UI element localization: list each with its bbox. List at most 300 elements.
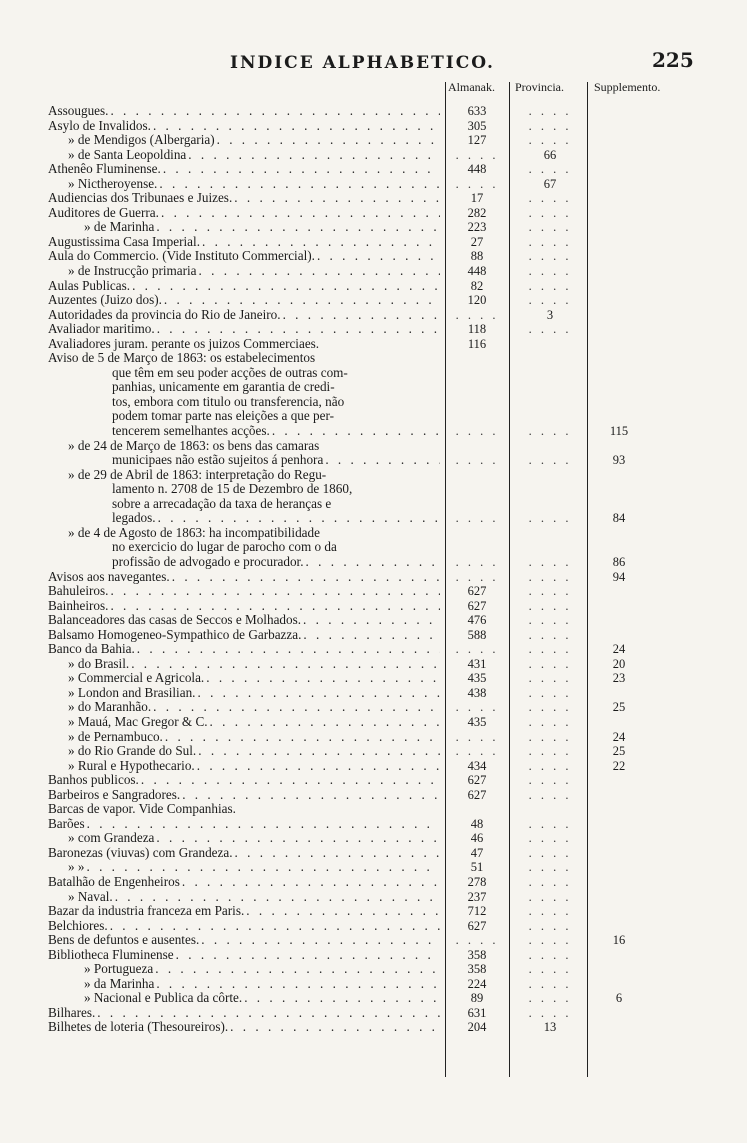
entry-label [68,177,440,192]
index-entry [0,206,747,221]
entry-text: » Naval. [68,889,113,904]
almanak-page: 282 [467,205,487,220]
entry-text: » do Rio Grande do Sul. [68,744,197,759]
index-entry [0,235,747,250]
provincia-page: . . . . [528,845,572,860]
entry-label [68,671,440,686]
index-entry [0,802,747,817]
entry-text: profissão de advogado e procurador. [112,554,304,569]
supplemento-page: 6 [615,991,623,1006]
provincia-page: . . . . [528,278,572,293]
page-title: INDICE ALPHABETICO. [230,53,495,73]
dot-leader [234,191,440,206]
index-entry [0,439,747,454]
index-entries [0,104,747,1035]
almanak-page: 448 [467,162,487,177]
entry-label [112,453,440,468]
entry-text: podem tomar parte nas eleições a que per- [112,409,334,424]
entry-label [112,511,440,526]
entry-text: » London and Brasilian. [68,685,196,700]
dot-leader [110,919,440,934]
dot-leader [182,788,440,803]
almanak-page: . . . . [455,744,499,759]
entry-text: » do Brasil. [68,656,130,671]
almanak-page: 627 [467,584,487,599]
dot-leader [156,977,440,992]
supplemento-page: 22 [612,758,626,773]
entry-text: » Mauá, Mac Gregor & C. [68,714,208,729]
index-entry [0,730,747,745]
index-entry [0,700,747,715]
dot-leader [165,730,440,745]
entry-label [48,788,440,803]
provincia-page: . . . . [528,511,572,526]
entry-label [68,715,440,730]
index-entry [0,162,747,177]
index-entry [0,395,747,410]
provincia-page: . . . . [528,205,572,220]
index-entry [0,1020,747,1035]
entry-label [112,540,440,555]
almanak-page: 278 [467,874,487,889]
almanak-page: . . . . [455,424,499,439]
dot-leader [303,613,440,628]
entry-text: tencerem semelhantes acções. [112,424,270,439]
entry-label [48,846,440,861]
almanak-page: 627 [467,918,487,933]
entry-text: Avaliador maritimo. [48,322,155,337]
provincia-page: . . . . [528,584,572,599]
index-entry [0,744,747,759]
index-entry [0,977,747,992]
index-entry [0,133,747,148]
entry-label [48,322,440,337]
entry-label [48,104,440,119]
entry-label [84,991,440,1006]
entry-text: » de Pernambuco. [68,729,163,744]
provincia-page: 3 [546,307,554,322]
entry-text: » de Instrucção primaria [68,264,197,279]
provincia-page: . . . . [528,933,572,948]
entry-label [48,119,440,134]
index-entry [0,322,747,337]
dot-leader [110,584,440,599]
provincia-page: . . . . [528,322,572,337]
entry-text: no exercicio do lugar de parocho com o da [112,540,337,555]
provincia-page: . . . . [528,627,572,642]
entry-label [48,351,440,366]
entry-label [48,599,440,614]
almanak-page: 47 [470,845,484,860]
entry-text: Barbeiros e Sangradores. [48,787,181,802]
supplemento-page: 86 [612,554,626,569]
entry-label [68,831,440,846]
provincia-page: . . . . [528,729,572,744]
entry-text: » Portugueza [84,962,154,977]
almanak-page: 435 [467,714,487,729]
provincia-page: . . . . [528,104,572,118]
supplemento-page: 16 [612,933,626,948]
almanak-page: . . . . [455,511,499,526]
entry-text: » Nacional e Publica da côrte. [84,991,243,1006]
almanak-page: . . . . [455,307,499,322]
entry-text: legados. [112,511,156,526]
dot-leader [217,133,440,148]
supplemento-page: 115 [609,424,629,439]
provincia-page: . . . . [528,656,572,671]
index-entry [0,351,747,366]
index-entry [0,759,747,774]
entry-text: Bainheiros. [48,598,109,613]
almanak-page: 438 [467,685,487,700]
entry-text: Bilhetes de loteria (Thesoureiros). [48,1020,229,1035]
entry-label [112,395,440,410]
index-entry [0,715,747,730]
almanak-page: . . . . [455,700,499,715]
provincia-page: . . . . [528,220,572,235]
provincia-page: . . . . [528,874,572,889]
dot-leader [155,962,440,977]
index-entry [0,264,747,279]
column-header-almanak: Almanak. [448,80,495,94]
provincia-page: . . . . [528,1005,572,1020]
dot-leader [87,817,440,832]
entry-text: » de Santa Leopoldina [68,147,187,162]
almanak-page: . . . . [455,147,499,162]
entry-text: Athenêo Fluminense. [48,162,161,177]
supplemento-page: 23 [612,671,626,686]
index-entry [0,773,747,788]
almanak-page: . . . . [455,642,499,657]
index-entry [0,555,747,570]
dot-leader [156,220,440,235]
entry-label [48,584,440,599]
provincia-page: . . . . [528,249,572,264]
entry-text: Audiencias dos Tribunaes e Juizes. [48,191,233,206]
index-entry [0,919,747,934]
entry-label [48,570,440,585]
entry-label [68,730,440,745]
almanak-page: 358 [467,947,487,962]
index-entry [0,511,747,526]
index-entry [0,220,747,235]
almanak-page: 588 [467,627,487,642]
dot-leader [235,846,440,861]
entry-label [68,526,440,541]
entry-text: » de Mendigos (Albergaria) [68,133,215,148]
entry-label [68,759,440,774]
entry-text: Autoridades da provincia do Rio de Janeiro. [48,307,281,322]
provincia-page: . . . . [528,598,572,613]
index-entry [0,962,747,977]
provincia-page: . . . . [528,453,572,468]
dot-leader [161,206,440,221]
dot-leader [153,119,440,134]
index-entry [0,890,747,905]
almanak-page: . . . . [455,729,499,744]
dot-leader [110,104,440,119]
index-entry [0,424,747,439]
entry-label [68,744,440,759]
entry-text: Bibliotheca Fluminense [48,947,174,962]
almanak-page: 82 [470,278,484,293]
entry-text: » Commercial e Agricola. [68,671,205,686]
provincia-page: . . . . [528,787,572,802]
almanak-page: 712 [467,904,487,919]
almanak-page: 120 [467,293,487,308]
almanak-page: 631 [467,1005,487,1020]
provincia-page: . . . . [528,744,572,759]
provincia-page: . . . . [528,554,572,569]
almanak-page: 435 [467,671,487,686]
index-entry [0,628,747,643]
provincia-page: 66 [543,147,557,162]
index-entry [0,249,747,264]
provincia-page: . . . . [528,685,572,700]
entry-label [48,279,440,294]
entry-text: tos, embora com titulo ou transferencia, não [112,394,345,409]
dot-leader [317,249,440,264]
dot-leader [157,322,440,337]
entry-text: panhias, unicamente em garantia de credi- [112,380,335,395]
entry-text: Bilhares. [48,1005,96,1020]
almanak-page: 89 [470,991,484,1006]
dot-leader [153,700,440,715]
entry-text: Aviso de 5 de Março de 1863: os estabelecimentos [48,351,316,366]
supplemento-page: 20 [612,656,626,671]
provincia-page: 13 [543,1020,557,1035]
entry-label [112,409,440,424]
entry-text: Belchiores. [48,918,108,933]
dot-leader [210,715,440,730]
entry-label [68,686,440,701]
provincia-page: . . . . [528,162,572,177]
supplemento-page: 25 [612,700,626,715]
supplemento-page: 24 [612,642,626,657]
almanak-page: 116 [467,336,487,351]
entry-text: » da Marinha [84,976,155,991]
entry-label [112,380,440,395]
almanak-page: . . . . [455,176,499,191]
entry-label [112,366,440,381]
entry-label [48,1020,440,1035]
index-entry [0,497,747,512]
entry-text: Batalhão de Engenheiros [48,874,180,889]
dot-leader [230,1020,440,1035]
supplemento-page: 94 [612,569,626,584]
entry-text: Banco da Bahia. [48,642,135,657]
dot-leader [97,1006,440,1021]
provincia-page: . . . . [528,191,572,206]
provincia-page: . . . . [528,424,572,439]
entry-text: Bahuleiros. [48,584,109,599]
almanak-page: 434 [467,758,487,773]
almanak-page: 224 [467,976,487,991]
entry-label [48,308,440,323]
almanak-page: 27 [470,234,484,249]
almanak-page: 118 [467,322,487,337]
entry-label [48,904,440,919]
dot-leader [110,599,440,614]
index-entry [0,599,747,614]
dot-leader [164,293,440,308]
dot-leader [86,860,440,875]
entry-label [48,948,440,963]
almanak-page: . . . . [455,554,499,569]
almanak-page: 627 [467,773,487,788]
entry-label [68,890,440,905]
provincia-page: . . . . [528,700,572,715]
dot-leader [197,686,440,701]
provincia-page: . . . . [528,947,572,962]
entry-text: Bens de defuntos e ausentes. [48,933,200,948]
entry-text: Augustissima Casa Imperial. [48,234,200,249]
index-entry [0,1006,747,1021]
entry-label [84,962,440,977]
almanak-page: 88 [470,249,484,264]
dot-leader [306,555,440,570]
column-header-provincia: Provincia. [515,80,564,94]
index-entry [0,788,747,803]
provincia-page: . . . . [528,758,572,773]
dot-leader [131,657,440,672]
dot-leader [137,642,440,657]
entry-text: Balsamo Homogeneo-Sympathico de Garbazza. [48,627,302,642]
entry-label [68,860,440,875]
provincia-page: . . . . [528,831,572,846]
page-number: 225 [652,48,694,72]
index-entry [0,657,747,672]
entry-text: Barões [48,816,85,831]
provincia-page: . . . . [528,569,572,584]
dot-leader [303,628,440,643]
index-entry [0,293,747,308]
entry-text: Assougues. [48,104,109,118]
index-entry [0,570,747,585]
almanak-page: . . . . [455,933,499,948]
provincia-page: . . . . [528,613,572,628]
entry-text: » de 4 de Agosto de 1863: ha incompatibilidade [68,525,320,540]
entry-text: » de 29 de Abril de 1863: interpretação do Regu- [68,467,327,482]
entry-label [68,148,440,163]
index-entry [0,148,747,163]
dot-leader [246,904,440,919]
index-entry [0,279,747,294]
provincia-page: . . . . [528,904,572,919]
entry-label [48,206,440,221]
entry-text: » de Marinha [84,220,155,235]
index-entry [0,991,747,1006]
entry-label [48,249,440,264]
dot-leader [115,890,440,905]
entry-text: Aula do Commercio. (Vide Instituto Commercial). [48,249,315,264]
entry-label [112,424,440,439]
entry-label [48,162,440,177]
index-entry [0,409,747,424]
entry-text: Avisos aos navegantes. [48,569,170,584]
dot-leader [188,148,440,163]
dot-leader [272,424,440,439]
index-entry [0,453,747,468]
entry-text: Avaliadores juram. perante os juizos Commerciaes. [48,336,320,351]
almanak-page: 627 [467,598,487,613]
dot-leader [202,235,440,250]
entry-label [68,700,440,715]
almanak-page: 46 [470,831,484,846]
dot-leader [158,511,440,526]
entry-text: Balanceadores das casas de Seccos e Molhados. [48,613,302,628]
entry-text: Auzentes (Juizo dos). [48,293,162,308]
provincia-page: . . . . [528,671,572,686]
entry-label [68,264,440,279]
index-entry [0,860,747,875]
entry-text: » » [68,860,85,875]
dot-leader [141,773,440,788]
entry-label [48,235,440,250]
index-entry [0,584,747,599]
provincia-page: . . . . [528,264,572,279]
dot-leader [159,177,440,192]
index-entry [0,191,747,206]
entry-text: » de 24 de Março de 1863: os bens das camaras [68,438,320,453]
dot-leader [172,570,440,585]
dot-leader [197,759,440,774]
almanak-page: 127 [467,133,487,148]
entry-label [48,613,440,628]
entry-label [48,642,440,657]
column-header-supplemento: Supplemento. [594,80,661,94]
provincia-page: . . . . [528,773,572,788]
entry-label [84,220,440,235]
entry-label [68,657,440,672]
supplemento-page: 24 [612,729,626,744]
index-entry [0,526,747,541]
entry-label [112,555,440,570]
entry-label [48,628,440,643]
dot-leader [176,948,440,963]
dot-leader [244,991,440,1006]
entry-text: Banhos publicos. [48,773,139,788]
provincia-page: . . . . [528,918,572,933]
provincia-page: . . . . [528,293,572,308]
almanak-page: 431 [467,656,487,671]
almanak-page: 305 [467,118,487,133]
index-entry [0,686,747,701]
entry-text: » Rural e Hypothecario. [68,758,195,773]
entry-label [48,337,440,352]
index-entry [0,817,747,832]
index-entry [0,540,747,555]
entry-text: » do Maranhão. [68,700,152,715]
almanak-page: 237 [467,889,487,904]
dot-leader [201,933,440,948]
provincia-page: . . . . [528,991,572,1006]
index-entry [0,671,747,686]
almanak-page: 17 [470,191,484,206]
index-entry [0,613,747,628]
index-entry [0,366,747,381]
entry-text: municipaes não estão sujeitos á penhora [112,453,324,468]
entry-label [48,875,440,890]
provincia-page: . . . . [528,962,572,977]
provincia-page: . . . . [528,816,572,831]
entry-text: Barcas de vapor. Vide Companhias. [48,802,236,817]
entry-text: Bazar da industria franceza em Paris. [48,904,245,919]
index-entry [0,177,747,192]
almanak-page: 48 [470,816,484,831]
dot-leader [325,453,440,468]
entry-label [48,1006,440,1021]
